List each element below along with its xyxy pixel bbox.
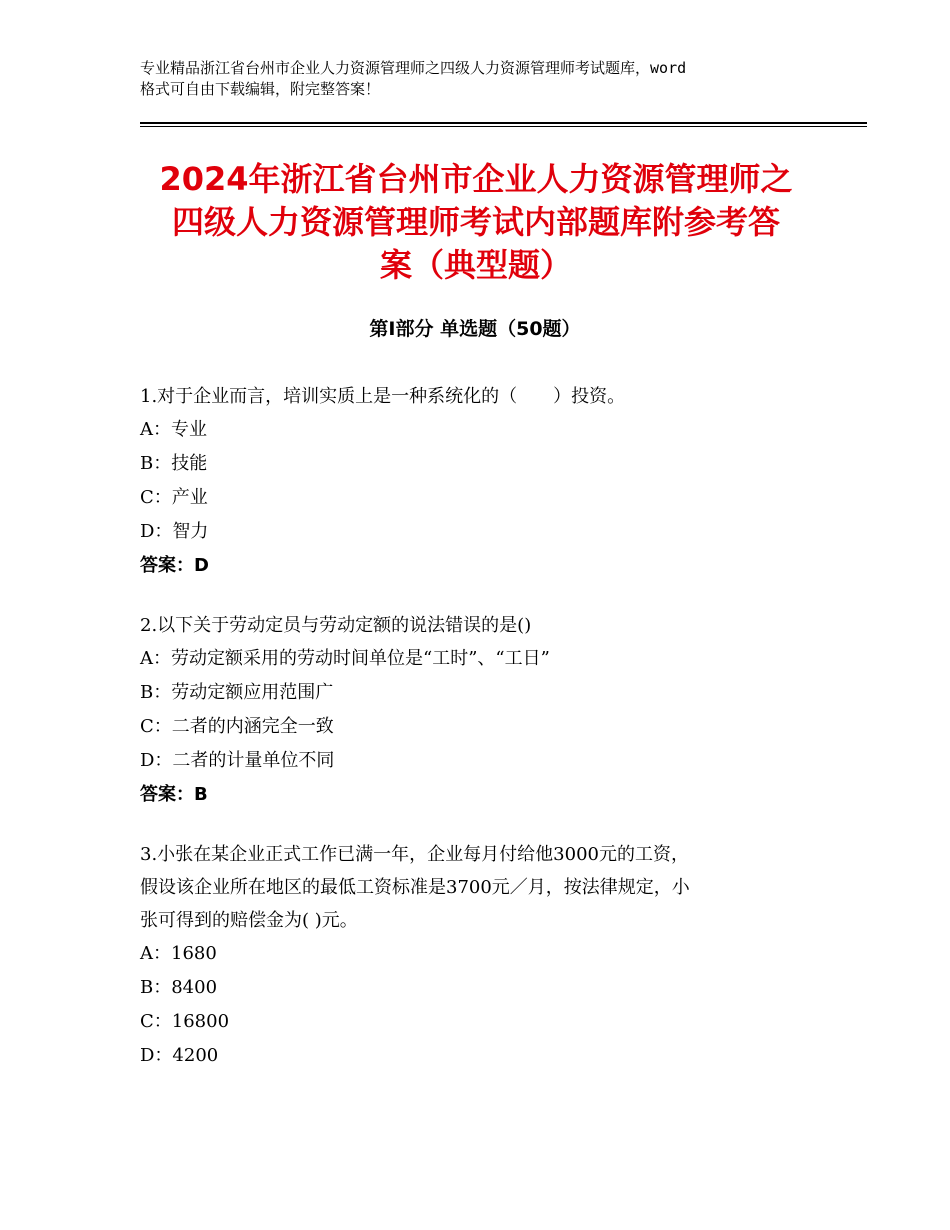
question-1 [140,380,840,583]
section-heading: 第Ⅰ部分 单选题（50题） [369,318,581,340]
header-divider-thin [140,126,867,127]
question-stem: 1.对于企业而言，培训实质上是一种系统化的（ ）投资。 [140,386,626,407]
question-stem: 3.小张在某企业正式工作已满一年，企业每月付给他3000元的工资， [140,844,689,865]
option-c: C：产业 [140,487,208,508]
answer-line: 答案：D [140,555,209,576]
option-b: B：劳动定额应用范围广 [140,682,334,703]
question-stem: 2.以下关于劳动定员与劳动定额的说法错误的是() [140,615,532,636]
header-note-line: 专业精品浙江省台州市企业人力资源管理师之四级人力资源管理师考试题库，word [140,59,687,77]
answer-line: 答案：B [140,784,208,805]
title-line: 2024年浙江省台州市企业人力资源管理师之 [159,160,793,198]
title-line: 四级人力资源管理师考试内部题库附参考答 [171,203,780,241]
option-d: D：4200 [140,1045,219,1066]
header-note [140,58,830,100]
title-line: 案（典型题） [379,246,572,284]
question-list [140,380,840,1099]
option-b: B：技能 [140,453,208,474]
option-d: D：二者的计量单位不同 [140,750,335,771]
option-d: D：智力 [140,521,209,542]
option-c: C：二者的内涵完全一致 [140,716,334,737]
question-3 [140,838,840,1073]
question-stem: 张可得到的赔偿金为( )元。 [140,910,358,931]
question-2 [140,609,840,812]
option-a: A：劳动定额采用的劳动时间单位是“工时”、“工日” [140,648,550,669]
option-c: C：16800 [140,1011,230,1032]
question-stem: 假设该企业所在地区的最低工资标准是3700元／月，按法律规定，小 [140,877,690,898]
option-a: A：1680 [140,943,217,964]
option-a: A：专业 [140,419,207,440]
header-note-line: 格式可自由下载编辑，附完整答案！ [140,80,381,98]
header-divider [140,122,867,124]
option-b: B：8400 [140,977,218,998]
document-title [120,158,832,287]
